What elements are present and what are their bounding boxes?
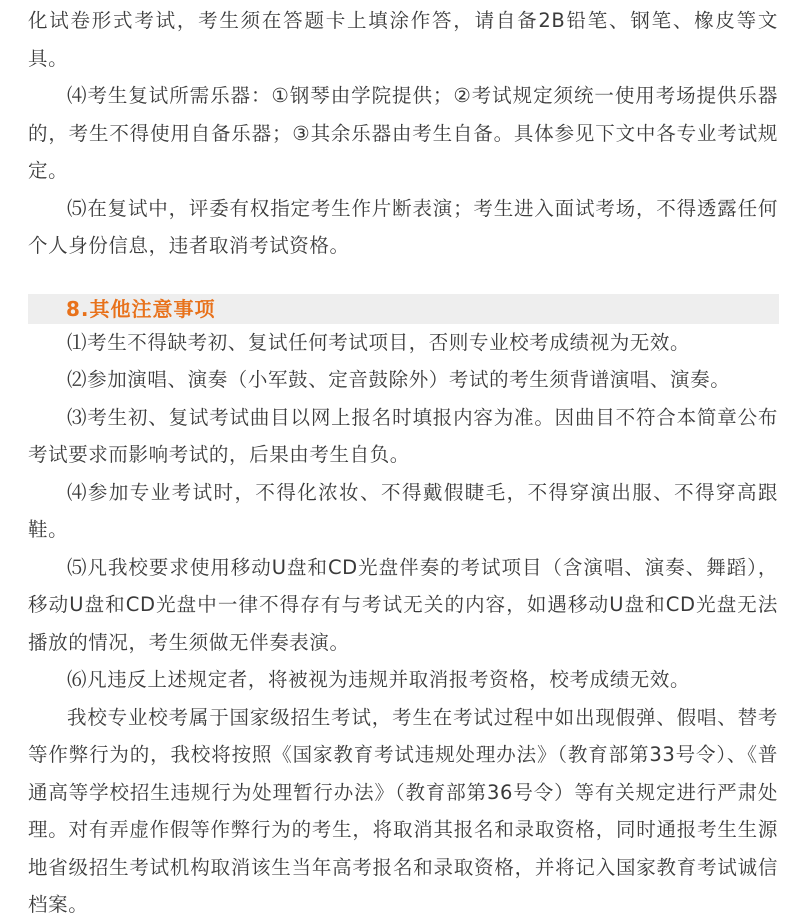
list-item: ⑵参加演唱、演奏（小军鼓、定音鼓除外）考试的考生须背谱演唱、演奏。 [67, 368, 731, 391]
list-item: ⑷参加专业考试时，不得化浓妆、不得戴假睫毛，不得穿演出服、不得穿高跟鞋。 [28, 480, 778, 541]
list-item: ⑹凡违反上述规定者，将被视为违规并取消报考资格，校考成绩无效。 [67, 668, 691, 691]
paragraph-continued: 化试卷形式考试，考生须在答题卡上填涂作答，请自备2B铅笔、钢笔、橡皮等文具。 [28, 9, 778, 70]
document-page [0, 2, 800, 916]
list-item: ⑶考生初、复试考试曲目以网上报名时填报内容为准。因曲目不符合本简章公布考试要求而影响考试的，后果由考生自负。 [28, 405, 778, 466]
list-item: ⑸凡我校要求使用移动U盘和CD光盘伴奏的考试项目（含演唱、演奏、舞蹈），移动U盘和CD光盘中一律不得存有与考试无关的内容，如遇移动U盘和CD光盘无法播放的情况，考生须做无伴奏表演。 [28, 555, 778, 654]
paragraph-item-4: ⑷考生复试所需乐器：①钢琴由学院提供；②考试规定须统一使用考场提供乐器的，考生不得使用自备乐器；③其余乐器由考生自备。具体参见下文中各专业考试规定。 [28, 84, 778, 182]
section-title: 8.其他注意事项 [66, 296, 216, 321]
notice-list [28, 324, 778, 699]
paragraph-item-5: ⑸在复试中，评委有权指定考生作片断表演；考生进入面试考场，不得透露任何个人身份信息，违者取消考试资格。 [28, 196, 778, 257]
closing-paragraph: 我校专业校考属于国家级招生考试，考生在考试过程中如出现假弹、假唱、替考等作弊行为的，我校将按照《国家教育考试违规处理办法》（教育部第33号令）、《普通高等学校招生违规行为处理暂行办法》（教育部第36号令）等有关规定进行严肃处理。对有弄虚作假等作弊行为的考生，将取消其报名和录取资格，同时通报考生生源地省级招生考试机构取消该生当年高考报名和录取资格，并将记入国家教育考试诚信档案。 [28, 705, 778, 916]
list-item: ⑴考生不得缺考初、复试任何考试项目，否则专业校考成绩视为无效。 [67, 330, 691, 354]
section-header-bar [28, 294, 779, 324]
